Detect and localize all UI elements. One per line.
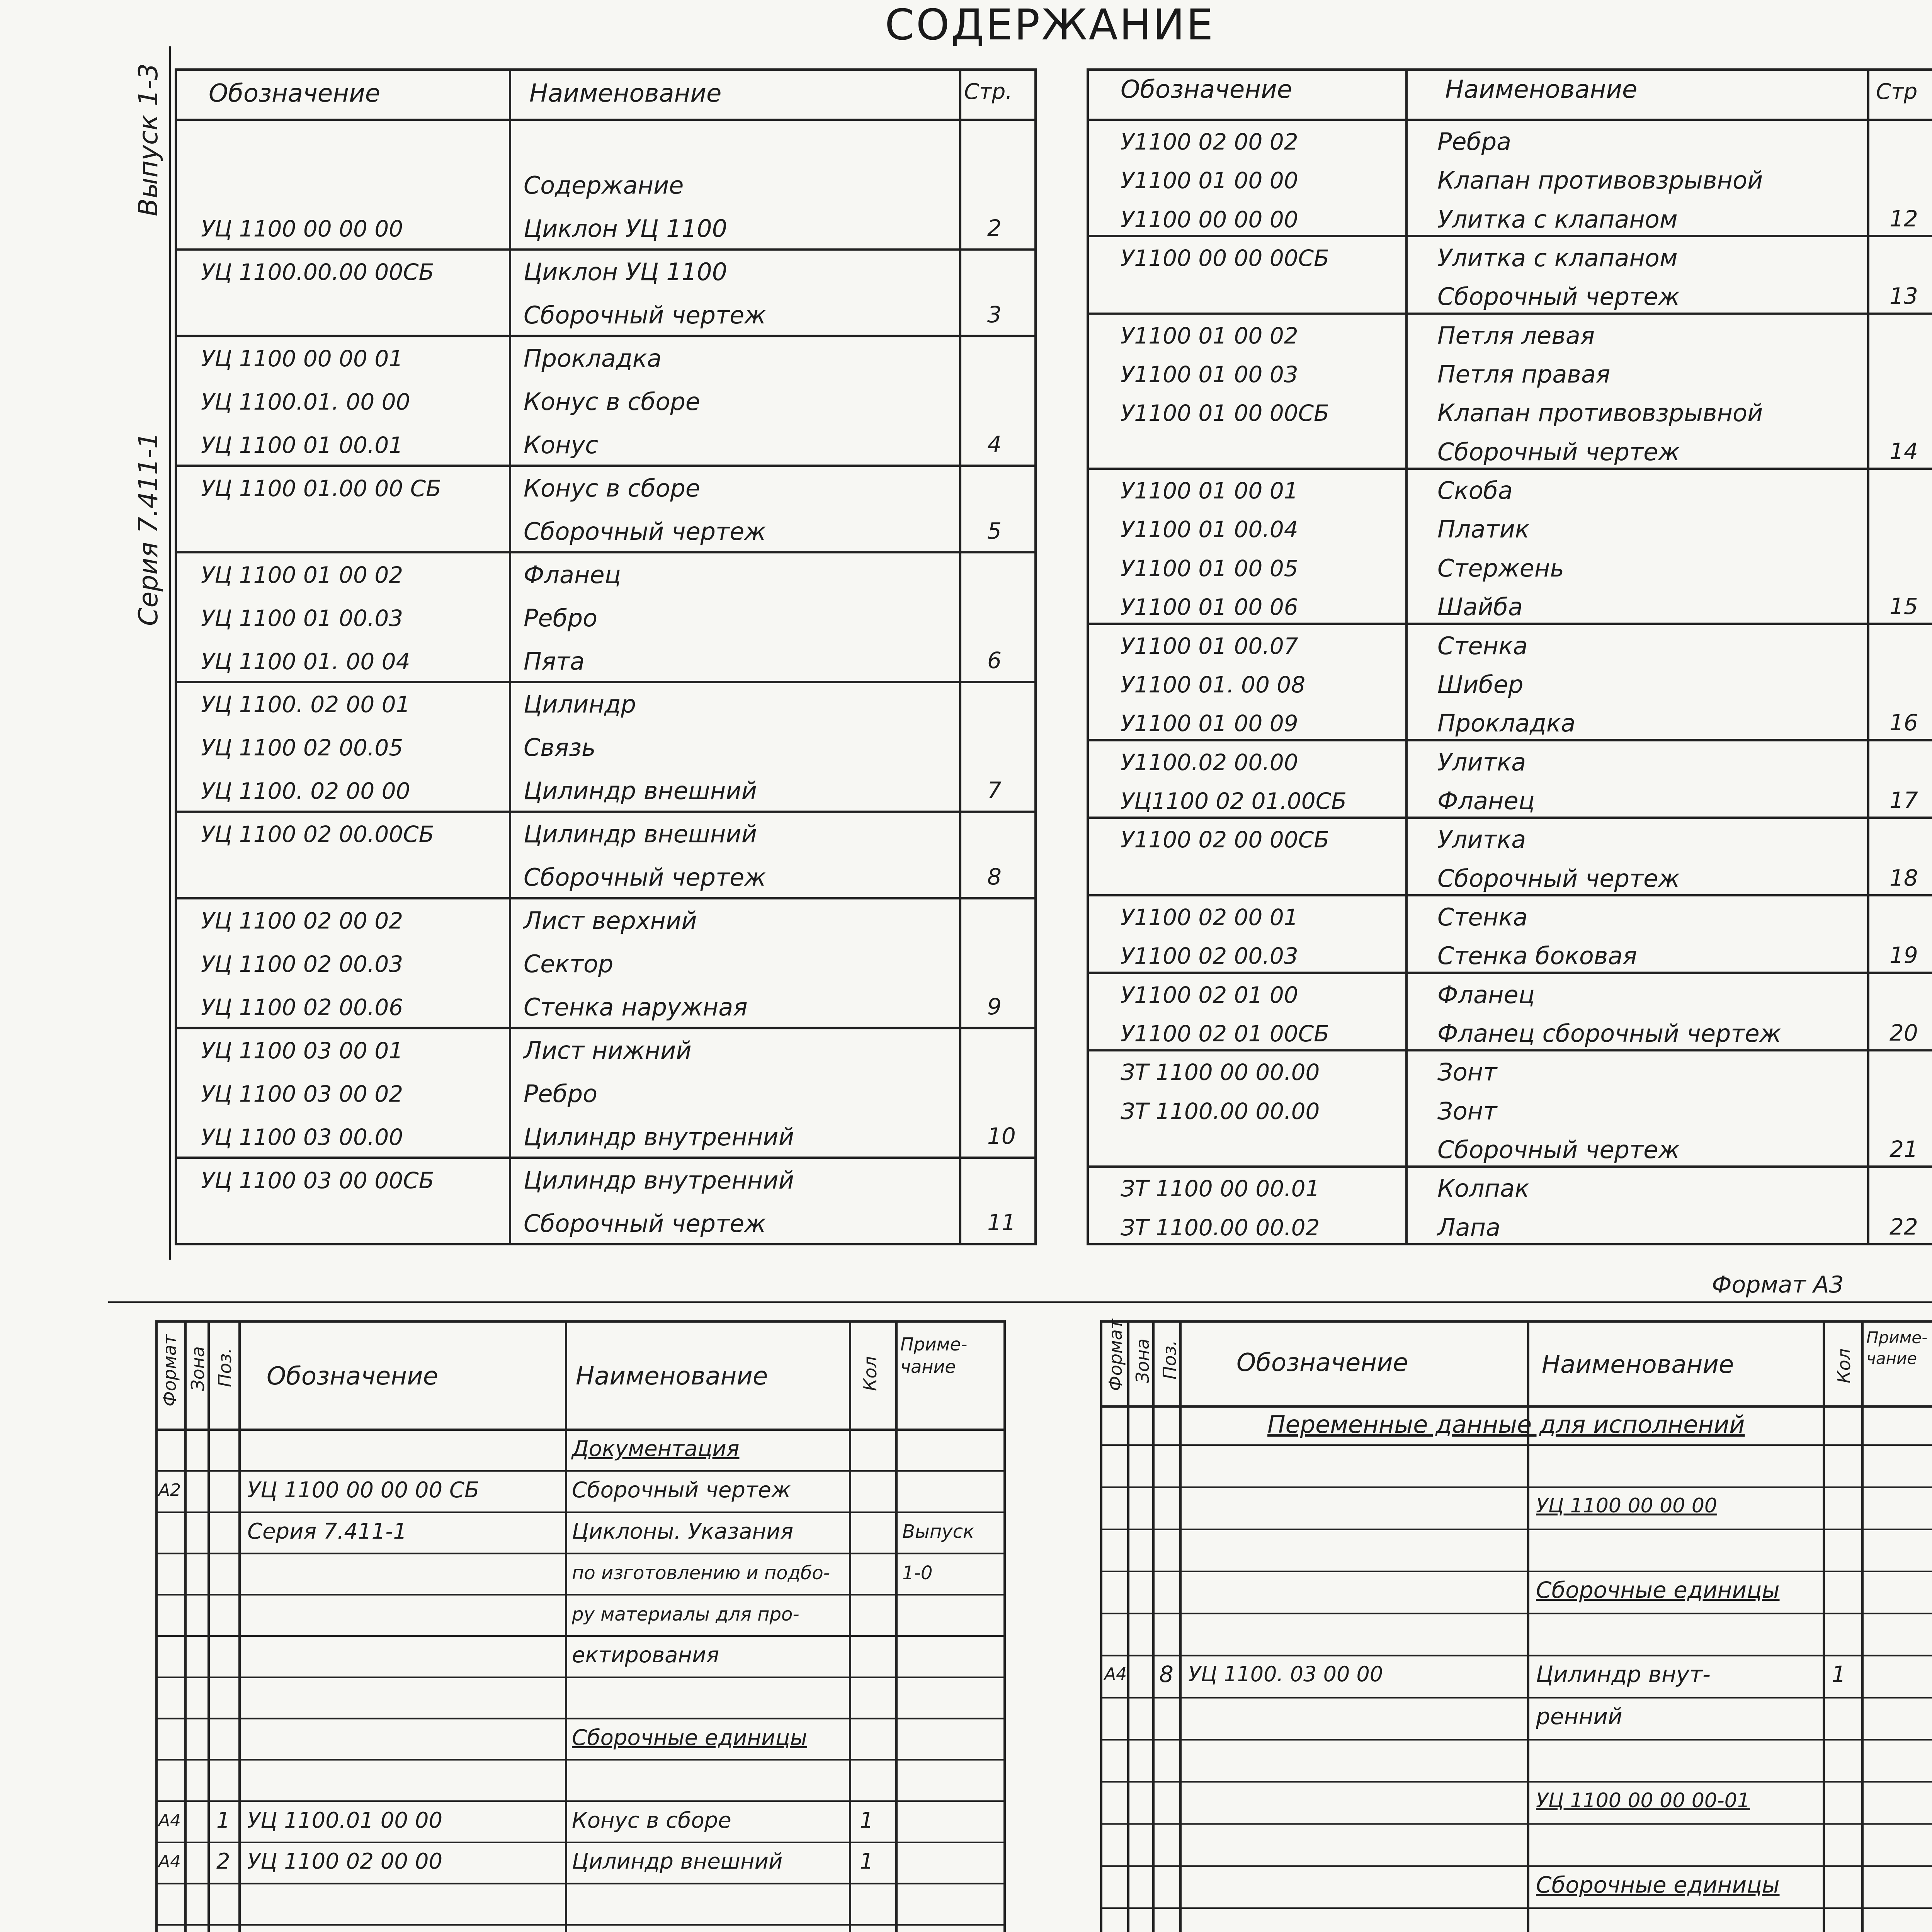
spec-left-header-qty: Кол bbox=[860, 1356, 881, 1391]
toc-format-label: Формат А3 bbox=[1712, 1271, 1844, 1298]
spec-name-cell: Цилиндр внешний bbox=[572, 1849, 783, 1874]
toc-name: Прокладка bbox=[524, 344, 662, 373]
toc-designation: ЗТ 1100.00 00.00 bbox=[1121, 1098, 1320, 1124]
spec-name-cell: Конус в сборе bbox=[572, 1808, 731, 1833]
toc-designation: УЦ 1100.00.00 00СБ bbox=[201, 259, 434, 286]
toc-designation: УЦ 1100 01 00.03 bbox=[201, 605, 403, 631]
toc-name: Цилиндр внешний bbox=[524, 820, 757, 849]
toc-page-number: 7 bbox=[987, 777, 1002, 804]
toc-name: Стенка наружная bbox=[524, 993, 748, 1021]
spec-designation-cell: УЦ 1100 02 00 00 bbox=[247, 1849, 443, 1874]
toc-name: Платик bbox=[1437, 515, 1530, 544]
toc-name: Клапан противовзрывной bbox=[1437, 399, 1763, 427]
spec-right-header-designation: Обозначение bbox=[1236, 1349, 1408, 1377]
spec-name-cell: ектирования bbox=[572, 1643, 719, 1668]
toc-right-header-name: Наименование bbox=[1445, 75, 1638, 104]
toc-designation: У1100 01 00 02 bbox=[1121, 322, 1298, 349]
spec-name-cell: Цилиндр внут- bbox=[1536, 1661, 1711, 1687]
toc-page-number: 8 bbox=[987, 863, 1002, 890]
spec-note-cell: Выпуск bbox=[902, 1520, 974, 1543]
spec-qty-cell: 1 bbox=[860, 1808, 874, 1833]
toc-designation: У1100 02 00 00СБ bbox=[1121, 827, 1329, 853]
toc-name: Улитка bbox=[1437, 825, 1526, 854]
toc-right-header-page: Стр bbox=[1876, 79, 1918, 104]
spec-name-cell: УЦ 1100 00 00 00-01 bbox=[1536, 1789, 1750, 1812]
toc-name: Улитка с клапаном bbox=[1437, 244, 1678, 272]
toc-name: Ребра bbox=[1437, 128, 1512, 156]
toc-designation: УЦ 1100 03 00 00СБ bbox=[201, 1167, 434, 1194]
toc-name: Зонт bbox=[1437, 1097, 1497, 1125]
toc-name: Клапан противовзрывной bbox=[1437, 166, 1763, 195]
toc-name: Фланец bbox=[524, 560, 621, 589]
toc-name: Прокладка bbox=[1437, 709, 1576, 738]
toc-designation: У1100 01 00 00СБ bbox=[1121, 400, 1329, 427]
toc-page-number: 5 bbox=[987, 517, 1002, 544]
toc-name: Фланец bbox=[1437, 980, 1535, 1009]
toc-left-header-designation: Обозначение bbox=[209, 79, 381, 108]
toc-name: Зонт bbox=[1437, 1058, 1497, 1087]
toc-name: Цилиндр внутренний bbox=[524, 1122, 794, 1151]
toc-page-number: 18 bbox=[1889, 864, 1918, 891]
spec-right-header-qty: Кол bbox=[1833, 1348, 1854, 1383]
toc-page-number: 2 bbox=[987, 215, 1002, 242]
spec-name-cell: УЦ 1100 00 00 00 bbox=[1536, 1494, 1718, 1518]
toc-name: Содержание bbox=[524, 171, 684, 200]
spec-left-header-name: Наименование bbox=[576, 1362, 768, 1391]
toc-name: Связь bbox=[524, 733, 596, 762]
toc-page-number: 9 bbox=[987, 993, 1002, 1020]
spec-right-header-pos: Поз. bbox=[1159, 1340, 1180, 1379]
toc-side-label-issue: Выпуск 1-3 bbox=[133, 63, 164, 216]
toc-designation: УЦ 1100 02 00 02 bbox=[201, 908, 403, 934]
toc-designation: У1100 01 00 03 bbox=[1121, 361, 1298, 388]
toc-left-header-name: Наименование bbox=[529, 79, 722, 108]
spec-name-cell: ренний bbox=[1536, 1703, 1622, 1730]
toc-designation: У1100 01 00.07 bbox=[1121, 633, 1298, 659]
spec-pos-cell: 2 bbox=[216, 1849, 230, 1874]
spec-designation-cell: УЦ 1100.01 00 00 bbox=[247, 1808, 443, 1833]
toc-designation: УЦ 1100 01.00 00 СБ bbox=[201, 475, 441, 502]
spec-name-cell: Сборочный чертеж bbox=[572, 1478, 791, 1503]
spec-left-header-designation: Обозначение bbox=[267, 1362, 439, 1391]
toc-designation: УЦ 1100 00 00 01 bbox=[201, 345, 403, 372]
toc-page-number: 14 bbox=[1889, 438, 1918, 464]
toc-designation: УЦ 1100 02 00.03 bbox=[201, 951, 403, 977]
toc-name: Сборочный чертеж bbox=[524, 301, 766, 330]
toc-designation: УЦ 1100 01. 00 04 bbox=[201, 648, 410, 675]
toc-name: Ребро bbox=[524, 1079, 598, 1108]
spec-name-cell: Документация bbox=[572, 1436, 740, 1462]
toc-designation: У1100.02 00.00 bbox=[1121, 749, 1298, 776]
toc-name: Сборочный чертеж bbox=[524, 517, 766, 546]
toc-designation: УЦ 1100. 02 00 00 bbox=[201, 778, 410, 804]
spec-name-cell: Сборочные единицы bbox=[572, 1725, 807, 1750]
toc-page-number: 11 bbox=[987, 1209, 1016, 1236]
spec-name-cell: Сборочные единицы bbox=[1536, 1577, 1780, 1604]
toc-name: Конус в сборе bbox=[524, 474, 700, 502]
toc-page-number: 4 bbox=[987, 431, 1002, 457]
toc-name: Стенка bbox=[1437, 903, 1528, 931]
toc-name: Сборочный чертеж bbox=[1437, 282, 1680, 311]
spec-left-header-zone: Зона bbox=[187, 1346, 208, 1391]
toc-designation: У1100 00 00 00 bbox=[1121, 206, 1298, 233]
toc-name: Шайба bbox=[1437, 593, 1523, 621]
toc-designation: УЦ 1100 02 00.06 bbox=[201, 994, 403, 1020]
spec-name-cell: Циклоны. Указания bbox=[572, 1519, 794, 1544]
toc-designation: У1100 02 01 00 bbox=[1121, 981, 1298, 1008]
toc-designation: УЦ 1100 03 00 02 bbox=[201, 1080, 403, 1107]
toc-designation: У1100 01 00 01 bbox=[1121, 478, 1298, 504]
toc-name: Цилиндр bbox=[524, 690, 636, 719]
spec-right-header-name: Наименование bbox=[1542, 1350, 1734, 1379]
toc-designation: ЗТ 1100 00 00.01 bbox=[1121, 1175, 1320, 1202]
toc-page-number: 22 bbox=[1889, 1213, 1918, 1240]
toc-name: Фланец сборочный чертеж bbox=[1437, 1019, 1781, 1048]
toc-name: Шибер bbox=[1437, 670, 1524, 699]
spec-name-cell: Сборочные единицы bbox=[1536, 1871, 1780, 1898]
spec-format-cell: А2 bbox=[158, 1480, 181, 1500]
toc-name: Лапа bbox=[1437, 1213, 1501, 1242]
toc-right-header-designation: Обозначение bbox=[1121, 75, 1293, 104]
toc-designation: УЦ 1100.01. 00 00 bbox=[201, 388, 410, 415]
toc-name: Стержень bbox=[1437, 554, 1564, 582]
toc-name: Скоба bbox=[1437, 476, 1513, 505]
toc-designation: УЦ 1100 03 00.00 bbox=[201, 1124, 403, 1150]
toc-name: Колпак bbox=[1437, 1174, 1529, 1203]
toc-name: Сборочный чертеж bbox=[524, 863, 766, 892]
toc-designation: У1100 01 00.04 bbox=[1121, 516, 1298, 543]
spec-note-cell: 1-0 bbox=[902, 1562, 933, 1584]
toc-name: Цилиндр внешний bbox=[524, 777, 757, 805]
toc-name: Ребро bbox=[524, 604, 598, 632]
toc-page-number: 16 bbox=[1889, 709, 1918, 736]
spec-name-cell: ру материалы для про- bbox=[572, 1603, 799, 1625]
toc-name: Конус в сборе bbox=[524, 387, 700, 416]
spec-designation-cell: Серия 7.411-1 bbox=[247, 1519, 407, 1544]
toc-name: Улитка с клапаном bbox=[1437, 205, 1678, 233]
spec-format-cell: А4 bbox=[1104, 1664, 1127, 1684]
spec-designation-cell: УЦ 1100. 03 00 00 bbox=[1188, 1662, 1383, 1686]
toc-name: Лист верхний bbox=[524, 906, 697, 935]
toc-side-label-series: Серия 7.411-1 bbox=[133, 432, 164, 626]
toc-page-number: 15 bbox=[1889, 593, 1918, 620]
toc-designation: УЦ 1100 01 00 02 bbox=[201, 561, 403, 588]
toc-name: Сборочный чертеж bbox=[1437, 864, 1680, 893]
toc-page-number: 13 bbox=[1889, 283, 1918, 310]
toc-name: Улитка bbox=[1437, 748, 1526, 776]
toc-page-number: 20 bbox=[1889, 1019, 1918, 1046]
toc-designation: УЦ 1100. 02 00 01 bbox=[201, 691, 410, 718]
toc-name: Петля правая bbox=[1437, 360, 1611, 389]
toc-designation: У1100 02 00.03 bbox=[1121, 943, 1298, 969]
spec-qty-cell: 1 bbox=[1832, 1661, 1846, 1687]
spec-format-cell: А4 bbox=[158, 1810, 181, 1830]
toc-designation: У1100 00 00 00СБ bbox=[1121, 245, 1329, 272]
toc-designation: У1100 02 01 00СБ bbox=[1121, 1020, 1329, 1047]
toc-name: Конус bbox=[524, 430, 599, 459]
toc-name: Стенка боковая bbox=[1437, 942, 1637, 970]
toc-name: Стенка bbox=[1437, 631, 1528, 660]
toc-name: Цилиндр внутренний bbox=[524, 1166, 794, 1194]
spec-left-header-pos: Поз. bbox=[214, 1348, 235, 1387]
toc-designation: УЦ 1100 02 00.05 bbox=[201, 735, 403, 761]
toc-page-number: 21 bbox=[1889, 1136, 1918, 1162]
toc-page-number: 3 bbox=[987, 301, 1002, 328]
toc-page-number: 17 bbox=[1889, 787, 1918, 813]
spec-right-header-note: Приме- чание bbox=[1866, 1328, 1928, 1368]
spec-name-cell: по изготовлению и подбо- bbox=[572, 1562, 830, 1584]
toc-designation: У1100 01 00 06 bbox=[1121, 594, 1298, 621]
toc-designation: У1100 01. 00 08 bbox=[1121, 671, 1306, 698]
toc-name: Сектор bbox=[524, 949, 614, 978]
spec-pos-cell: 8 bbox=[1159, 1661, 1173, 1687]
spec-right-header-zone: Зона bbox=[1132, 1338, 1153, 1383]
toc-page-number: 19 bbox=[1889, 942, 1918, 969]
toc-left-header-page: Стр. bbox=[964, 79, 1013, 104]
toc-name: Сборочный чертеж bbox=[1437, 1136, 1680, 1164]
spec-qty-cell: 1 bbox=[860, 1849, 874, 1874]
spec-right-header-format: Формат bbox=[1105, 1319, 1126, 1391]
toc-designation: УЦ 1100 03 00 01 bbox=[201, 1037, 403, 1064]
toc-designation: ЗТ 1100.00 00.02 bbox=[1121, 1214, 1320, 1241]
spec-left-header-note: Приме- чание bbox=[900, 1334, 968, 1377]
toc-designation: У1100 01 00 09 bbox=[1121, 710, 1298, 737]
toc-name: Сборочный чертеж bbox=[1437, 437, 1680, 466]
toc-designation: УЦ 1100 00 00 00 bbox=[201, 216, 403, 242]
toc-name: Циклон УЦ 1100 bbox=[524, 258, 728, 286]
toc-designation: УЦ1100 02 01.00СБ bbox=[1121, 787, 1347, 814]
toc-designation: У1100 02 00 02 bbox=[1121, 129, 1298, 155]
toc-designation: УЦ 1100 02 00.00СБ bbox=[201, 821, 434, 848]
spec-right-variable-banner: Переменные данные для исполнений bbox=[1267, 1410, 1745, 1439]
toc-name: Пята bbox=[524, 647, 585, 675]
toc-designation: У1100 01 00 05 bbox=[1121, 555, 1298, 582]
toc-page-number: 12 bbox=[1889, 205, 1918, 232]
toc-designation: У1100 01 00 00 bbox=[1121, 167, 1298, 194]
spec-left-header-format: Формат bbox=[159, 1334, 180, 1406]
toc-name: Циклон УЦ 1100 bbox=[524, 214, 728, 243]
toc-name: Сборочный чертеж bbox=[524, 1209, 766, 1238]
toc-name: Петля левая bbox=[1437, 321, 1595, 350]
toc-designation: УЦ 1100 01 00.01 bbox=[201, 432, 403, 458]
toc-page-number: 6 bbox=[987, 647, 1002, 674]
toc-title: СОДЕРЖАНИЕ bbox=[885, 0, 1215, 49]
toc-page-number: 10 bbox=[987, 1123, 1016, 1150]
toc-designation: ЗТ 1100 00 00.00 bbox=[1121, 1059, 1320, 1086]
toc-name: Лист нижний bbox=[524, 1036, 692, 1065]
spec-format-cell: А4 bbox=[158, 1852, 181, 1872]
toc-designation: У1100 02 00 01 bbox=[1121, 904, 1298, 930]
spec-designation-cell: УЦ 1100 00 00 00 СБ bbox=[247, 1478, 480, 1503]
toc-name: Фланец bbox=[1437, 786, 1535, 815]
spec-pos-cell: 1 bbox=[216, 1808, 230, 1833]
